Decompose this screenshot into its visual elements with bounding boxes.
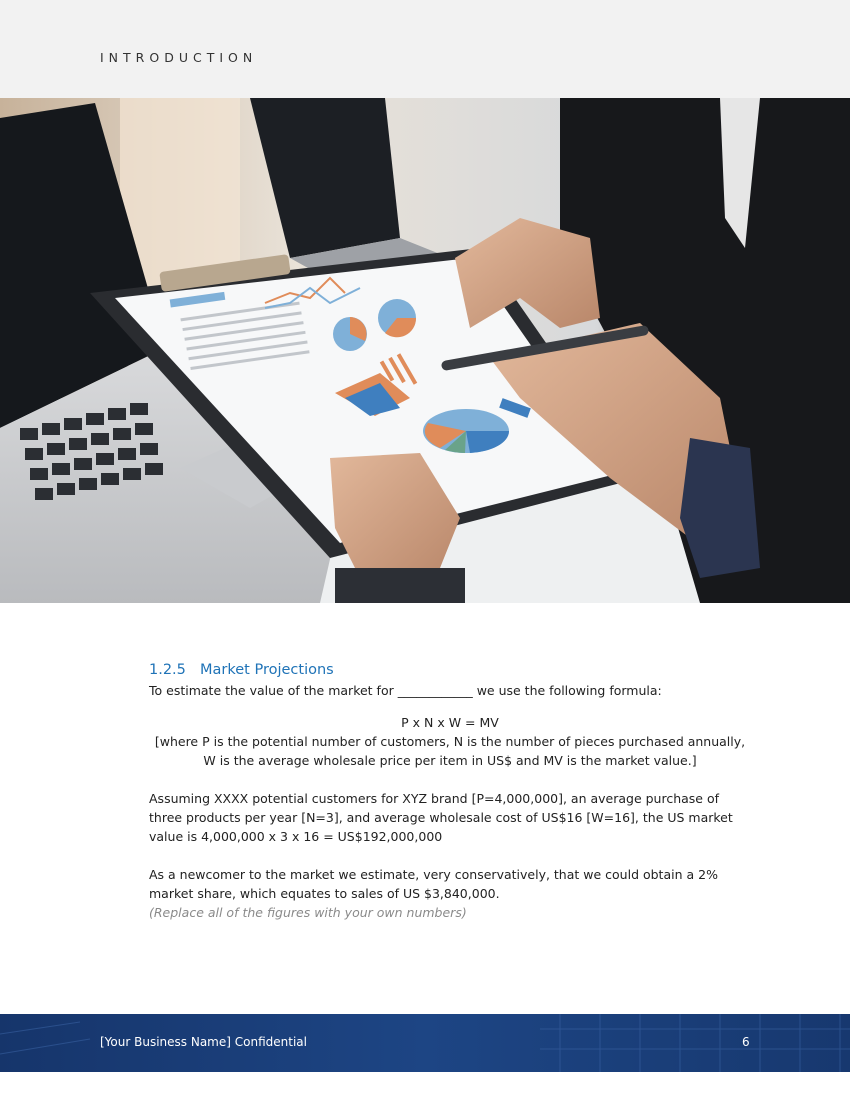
section-heading: [149, 662, 751, 678]
formula-note-line2: W is the average wholesale price per item in US$ and MV is the market value.]: [203, 753, 697, 768]
replace-note: (Replace all of the figures with your own numbers): [149, 905, 467, 920]
section-title: INTRODUCTION: [100, 50, 258, 65]
section-number: 1.2.5: [149, 662, 186, 678]
section-heading-title: Market Projections: [200, 662, 334, 678]
estimate-paragraph: As a newcomer to the market we estimate, very conservatively, that we could obtain a 2% market share, which equates to sales of US $3,840,000.: [149, 867, 718, 901]
assumption-paragraph: Assuming XXXX potential customers for XYZ brand [P=4,000,000], an average purchase of three products per year [N=3], and average wholesale cost of US$16 [W=16], the US market value is 4,000,000 x 3 x 16 = US$192,000,000: [149, 791, 733, 844]
formula-note-line1: [where P is the potential number of customers, N is the number of pieces purchased annually,: [154, 734, 746, 749]
formula: P x N x W = MV: [401, 715, 499, 730]
intro-paragraph: To estimate the value of the market for ____________ we use the following formula:: [149, 683, 662, 698]
business-meeting-photo: [0, 98, 850, 603]
footer-confidential: [Your Business Name] Confidential: [100, 1035, 307, 1049]
page-number: 6: [742, 1035, 750, 1049]
market-projections-section: [149, 662, 751, 922]
header-band: [0, 0, 850, 98]
